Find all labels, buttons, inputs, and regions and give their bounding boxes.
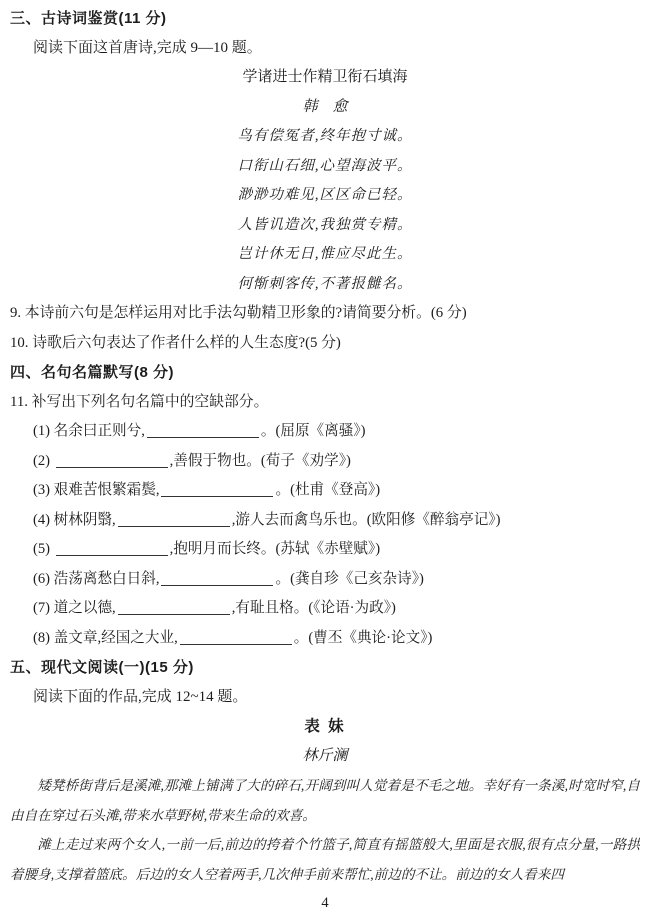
item-text-after: 。(曹丕《典论·论文》) bbox=[293, 629, 433, 646]
section5-heading: 五、现代文阅读(一)(15 分) bbox=[10, 659, 194, 676]
dictation-item-4 bbox=[10, 506, 640, 536]
poem-line: 何惭刺客传,不著报雠名。 bbox=[237, 275, 413, 292]
dictation-item-3 bbox=[10, 476, 640, 506]
dictation-item-5 bbox=[10, 535, 640, 565]
item-text-before: (8) 盖文章,经国之大业, bbox=[33, 629, 178, 646]
poem-line: 鸟有偿冤者,终年抱寸诚。 bbox=[237, 128, 413, 144]
item-text-before: (1) 名余曰正则兮, bbox=[33, 423, 145, 439]
item-text-after: ,抱明月而长终。(苏轼《赤壁赋》) bbox=[169, 541, 381, 557]
answer-blank bbox=[118, 524, 230, 527]
poem-author: 韩 愈 bbox=[302, 98, 348, 115]
item-text-after: 。(屈原《离骚》) bbox=[260, 423, 366, 439]
essay-paragraph-2: 滩上走过来两个女人,一前一后,前边的挎着个竹篮子,简直有摇篮般大,里面是衣服,很有点分量,一路拱着腰身,支撑着篮底。后边的女人空着两手,几次伸手前来帮忙,前边的不让。前边的女人看来四 bbox=[10, 837, 640, 882]
item-text-after: 。(龚自珍《己亥杂诗》) bbox=[275, 570, 424, 587]
dictation-item-7 bbox=[10, 594, 640, 624]
section4-heading: 四、名句名篇默写(8 分) bbox=[10, 364, 175, 381]
item-text-before: (3) 艰难苦恨繁霜鬓, bbox=[33, 482, 160, 498]
poem-line: 口衔山石细,心望海波平。 bbox=[237, 157, 413, 174]
poem-line: 岂计休无日,惟应尽此生。 bbox=[237, 246, 413, 262]
page-number: 4 bbox=[321, 895, 329, 911]
poem-title: 学诸进士作精卫衔石填海 bbox=[242, 69, 408, 85]
item-text-before: (5) bbox=[33, 541, 54, 557]
item-text-after: ,有耻且格。(《论语·为政》) bbox=[231, 600, 396, 616]
section5-intro: 阅读下面的作品,完成 12~14 题。 bbox=[33, 688, 248, 705]
answer-blank bbox=[56, 465, 168, 468]
dictation-item-6 bbox=[10, 565, 640, 595]
question-11: 11. 补写出下列名句名篇中的空缺部分。 bbox=[10, 393, 269, 410]
item-text-before: (7) 道之以德, bbox=[33, 600, 116, 616]
item-text-before: (2) bbox=[33, 452, 54, 469]
answer-blank bbox=[161, 583, 273, 586]
section3-intro: 阅读下面这首唐诗,完成 9—10 题。 bbox=[33, 39, 262, 56]
dictation-item-8 bbox=[10, 624, 640, 654]
answer-blank bbox=[161, 494, 273, 497]
dictation-item-2 bbox=[10, 447, 640, 477]
poem-line: 人皆讥造次,我独赏专精。 bbox=[237, 216, 413, 233]
item-text-after: 。(杜甫《登高》) bbox=[275, 482, 381, 498]
section3-heading: 三、古诗词鉴赏(11 分) bbox=[10, 10, 167, 27]
essay-title: 表 妹 bbox=[304, 718, 346, 735]
answer-blank bbox=[180, 642, 292, 645]
answer-blank bbox=[56, 553, 168, 556]
essay-author: 林斤澜 bbox=[302, 747, 348, 764]
dictation-item-1 bbox=[10, 417, 640, 447]
item-text-after: ,善假于物也。(荀子《劝学》) bbox=[169, 452, 351, 469]
item-text-before: (4) 树林阴翳, bbox=[33, 511, 116, 528]
answer-blank bbox=[118, 612, 230, 615]
answer-blank bbox=[147, 435, 259, 438]
item-text-after: ,游人去而禽鸟乐也。(欧阳修《醉翁亭记》) bbox=[231, 511, 501, 528]
item-text-before: (6) 浩荡离愁白日斜, bbox=[33, 570, 160, 587]
question-9: 9. 本诗前六句是怎样运用对比手法勾勒精卫形象的?请简要分析。(6 分) bbox=[10, 305, 467, 321]
poem-line: 渺渺功难见,区区命已轻。 bbox=[237, 187, 413, 203]
essay-paragraph-1: 矮凳桥街背后是溪滩,那滩上铺满了大的碎石,开阔到叫人觉着是不毛之地。幸好有一条溪,时宽时窄,自由自在穿过石头滩,带来水草野树,带来生命的欢喜。 bbox=[10, 778, 640, 823]
question-10: 10. 诗歌后六句表达了作者什么样的人生态度?(5 分) bbox=[10, 334, 341, 351]
